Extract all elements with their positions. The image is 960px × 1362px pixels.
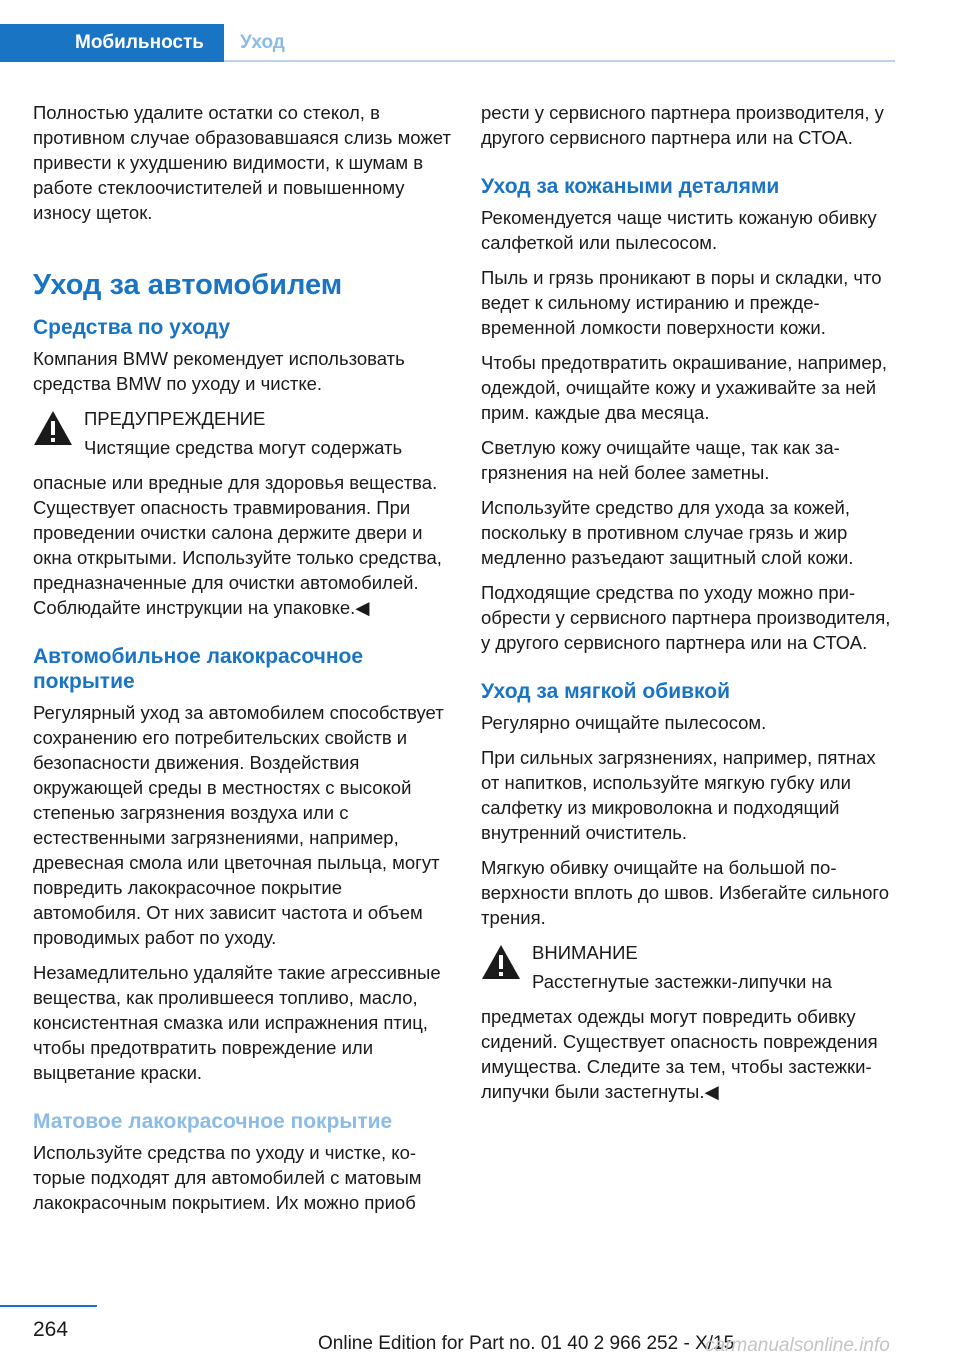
paragraph-leather-2: Пыль и грязь проникают в поры и складки, что ведет к сильному истиранию и преждевременной ломкости поверхности кожи. — [481, 267, 882, 338]
warning-body: опасные или вредные для здоровья вещества. Существует опасность травмирования. При проведении очистки салона держите двери и окна открытыми. Используйте только средства, предназначенные для очистки автомобилей. Соблюдайте инструкции на упаковке.◀ — [33, 472, 442, 618]
footer-rule — [0, 1305, 97, 1307]
page-number: 264 — [33, 1318, 69, 1341]
caution-body: предметах одежды могут повредить обивку сидений. Существует опасность повреждения имущества. Следите за тем, чтобы застежки-липучки были застегнуты.◀ — [481, 1006, 878, 1102]
paragraph-paint-1: Регулярный уход за автомобилем способствует сохранению его потребительских свойств и безопасности движения. Воздействия окружающей среды в местностях с высокой степенью загрязнения воздуха или с естественными загрязнениями, например, древесная смола или цветочная пыльца, могут повредить лакокрасочное покрытие автомобиля. От них зависит частота и объем проводимых работ по уходу. — [33, 702, 444, 948]
page-header — [0, 0, 895, 62]
heading-matte-paint: Матовое лакокрасочное покрытие — [33, 1110, 393, 1133]
paragraph-matte-paint: Используйте средства по уходу и чистке, которые подходят для автомобилей с матовым лакокрасочным покрытием. Их можно приоб — [33, 1142, 422, 1213]
paragraph-paint-2: Незамедлительно удаляйте такие агрессивные вещества, как пролившееся топливо, масло, консистентная смазка или испражнения птиц, чтобы предотвратить повреждение или выцветание краски. — [33, 962, 441, 1083]
section-tab-mobility: Мобильность — [0, 24, 224, 62]
paragraph-leather-6: Подходящие средства по уходу можно приобрести у сервисного партнера производителя, у другого сервисного партнера или на СТОА. — [481, 582, 891, 653]
intro-paragraph: Полностью удалите остатки со стекол, в противном случае образовавшаяся слизь может привести к ухудшению видимости, к шумам в работе стеклоочистителей и повышенному износу щеток. — [33, 102, 451, 223]
watermark: carmanualsonline.info — [705, 1335, 890, 1356]
left-column — [33, 100, 451, 1225]
paragraph-leather-5: Используйте средство для ухода за кожей, поскольку в противном случае грязь и жир медленно разъедают защитный слой кожи. — [481, 497, 854, 568]
right-column — [481, 100, 899, 1114]
heading-leather: Уход за кожаными деталями — [481, 175, 780, 198]
paragraph-leather-3: Чтобы предотвратить окрашивание, например, одеждой, очищайте кожу и ухаживайте за ней прим. каждые два месяца. — [481, 352, 888, 423]
header-rule — [224, 60, 895, 62]
paragraph-upholstery-1: Регулярно очищайте пылесосом. — [481, 712, 767, 733]
paragraph-upholstery-3: Мягкую обивку очищайте на большой поверхности вплоть до швов. Избегайте сильного трения. — [481, 857, 890, 928]
warning-triangle-icon — [33, 410, 73, 446]
caution-box — [481, 940, 899, 994]
heading-upholstery: Уход за мягкой обивкой — [481, 680, 731, 703]
paragraph-leather-4: Светлую кожу очищайте чаще, так как загрязнения на ней более заметны. — [481, 437, 840, 483]
paragraph-upholstery-2: При сильных загрязнениях, например, пятнах от напитков, используйте мягкую губку или салфетку из микроволокна и подходящий внутренний очиститель. — [481, 747, 876, 843]
chapter-title: Уход за автомобилем — [33, 269, 343, 301]
caution-first-line: Расстегнутые застежки-липучки на — [532, 971, 832, 992]
caution-title: ВНИМАНИЕ — [532, 942, 638, 963]
heading-care-products: Средства по уходу — [33, 316, 231, 339]
paragraph-leather-1: Рекомендуется чаще чистить кожаную обивку салфеткой или пылесосом. — [481, 207, 877, 253]
warning-triangle-icon — [481, 944, 521, 980]
edition-note: Online Edition for Part no. 01 40 2 966 252 - X/15 — [318, 1333, 735, 1354]
heading-paint: Автомобильное лакокрасочное покрытие — [33, 645, 364, 693]
paragraph-matte-continued: рести у сервисного партнера производителя, у другого сервисного партнера или на СТОА. — [481, 102, 884, 148]
warning-title: ПРЕДУПРЕЖДЕНИЕ — [84, 408, 266, 429]
warning-first-line: Чистящие средства могут содержать — [84, 437, 403, 458]
paragraph-care-products: Компания BMW рекомендует использовать средства BMW по уходу и чистке. — [33, 348, 405, 394]
section-tab-care: Уход — [240, 32, 285, 53]
warning-box — [33, 406, 451, 460]
